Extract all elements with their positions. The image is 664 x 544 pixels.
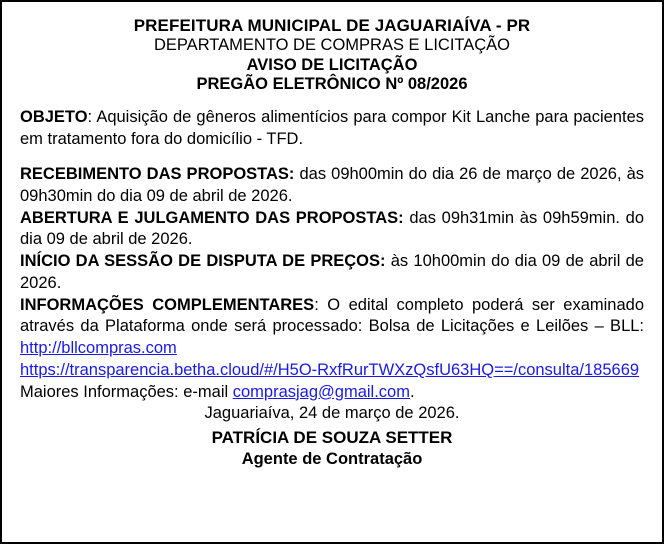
- city-date: Jaguariaíva, 24 de março de 2026.: [204, 404, 460, 423]
- transparencia-paragraph: [20, 360, 644, 382]
- email-link[interactable]: comprasjag@gmail.com: [232, 382, 410, 401]
- informacoes-label: INFORMAÇÕES COMPLEMENTARES: [20, 295, 315, 314]
- signature-block: [20, 427, 644, 471]
- bll-link[interactable]: http://bllcompras.com: [20, 339, 177, 358]
- inicio-disputa-text: às 10h00min do dia 09 de abril de 2026.: [20, 252, 644, 292]
- signer-role: Agente de Contratação: [241, 450, 423, 469]
- objeto-paragraph: [20, 107, 644, 151]
- objeto-text: : Aquisição de gêneros alimentícios para compor Kit Lanche para pacientes em tratamento fora do domicílio - TFD.: [20, 108, 644, 149]
- transparencia-link[interactable]: https://transparencia.betha.cloud/#/H5O-RxfRurTWXzQsfU63HQ==/consulta/185669: [20, 360, 640, 379]
- entity-title: PREFEITURA MUNICIPAL DE JAGUARIAÍVA - PR: [133, 16, 531, 35]
- inicio-disputa-label: INÍCIO DA SESSÃO DE DISPUTA DE PREÇOS:: [20, 252, 386, 271]
- recebimento-label: RECEBIMENTO DAS PROPOSTAS:: [20, 164, 295, 183]
- inicio-disputa-paragraph: [20, 251, 644, 295]
- notice-type: AVISO DE LICITAÇÃO: [246, 55, 418, 74]
- informacoes-text: : O edital completo poderá ser examinado através da Plataforma onde será processado: Bolsa de Licitações e Leilões – BLL:: [20, 295, 645, 336]
- signer-name: PATRÍCIA DE SOUZA SETTER: [211, 428, 453, 448]
- process-number: PREGÃO ELETRÔNICO Nº 08/2026: [196, 74, 468, 93]
- department-title: DEPARTAMENTO DE COMPRAS E LICITAÇÃO: [153, 36, 511, 55]
- objeto-label: OBJETO: [20, 108, 88, 127]
- notice-header: [20, 16, 644, 94]
- abertura-label: ABERTURA E JULGAMENTO DAS PROPOSTAS:: [20, 208, 404, 227]
- abertura-text: das 09h31min às 09h59min. do dia 09 de abril de 2026.: [20, 208, 645, 249]
- abertura-paragraph: [20, 208, 644, 252]
- maiores-informacoes-text: Maiores Informações: e-mail: [20, 382, 233, 401]
- informacoes-paragraph: [20, 295, 644, 360]
- maiores-informacoes-end: .: [409, 382, 415, 401]
- spacer: [20, 151, 644, 164]
- recebimento-text: das 09h00min do dia 26 de março de 2026, às 09h30min do dia 09 de abril de 2026.: [20, 164, 645, 205]
- recebimento-paragraph: [20, 164, 644, 208]
- maiores-informacoes-paragraph: [20, 382, 644, 404]
- notice-body: [20, 107, 644, 470]
